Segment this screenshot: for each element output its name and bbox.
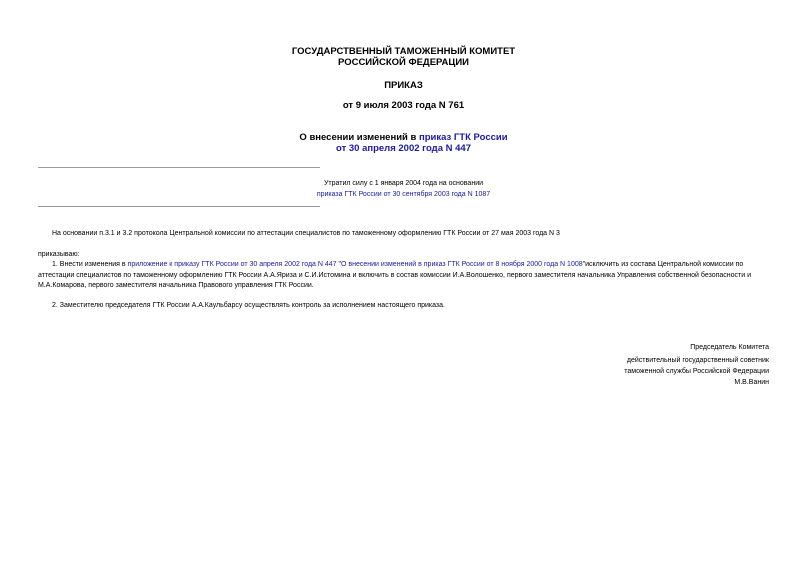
rule-bottom [38, 206, 320, 207]
rule-top [38, 167, 320, 168]
item-1-prefix: 1. Внести изменения в [52, 261, 128, 268]
title-link-date[interactable]: от 30 апреля 2002 года N 447 [336, 143, 471, 154]
item-2-paragraph: 2. Заместителю председателя ГТК России А.А.Каульбарсу осуществлять контроль за исполнением настоящего приказа. [52, 302, 445, 309]
item-1-paragraph [38, 260, 770, 292]
status-line: Утратил силу с 1 января 2004 года на основании [323, 180, 484, 187]
order-word: приказываю: [38, 251, 80, 258]
status-link[interactable]: приказа ГТК России от 30 сентября 2003 года N 1087 [316, 190, 491, 198]
signature-name: М.В.Ванин [734, 379, 769, 386]
doc-type: ПРИКАЗ [384, 80, 423, 91]
basis-paragraph: На основании п.3.1 и 3.2 протокола Центральной комиссии по аттестации специалистов по таможенному оформлению ГТК России от 27 мая 2003 года N 3 [52, 230, 560, 237]
status-note [0, 179, 807, 200]
org-line-2: РОССИЙСКОЙ ФЕДЕРАЦИИ [337, 57, 469, 68]
title-link-order[interactable]: приказ ГТК России [419, 132, 508, 143]
title-prefix: О внесении изменений в [299, 132, 420, 143]
signature-line-1: Председатель Комитета [690, 344, 769, 351]
signature-line-2: действительный государственный советник [626, 357, 769, 364]
doc-date: от 9 июля 2003 года N 761 [342, 100, 465, 111]
item-1-link-order[interactable]: О внесении изменений в приказ ГТК России от 8 ноября 2000 года N 1008 [340, 261, 583, 268]
signature-line-3: таможенной службы Российской Федерации [624, 368, 769, 375]
signature-block [624, 343, 769, 388]
org-line-1: ГОСУДАРСТВЕННЫЙ ТАМОЖЕННЫЙ КОМИТЕТ [291, 46, 516, 57]
item-1-mid: " [336, 261, 341, 268]
doc-title [0, 132, 807, 154]
org-header [0, 46, 807, 68]
item-1-link-appendix[interactable]: приложение к приказу ГТК России от 30 апреля 2002 года N 447 [127, 261, 337, 268]
item-1-rest: "исключить из состава Центральной комиссии по аттестации специалистов по таможенному оформлению ГТК России А.А.Яриза и С.И.Истомина и включить в состав комиссии И.А.Волошенко, первого заместителя начальника Управления собственной безопасности и М.А.Комарова, первого заместителя начальника Правового управления ГТК России. [38, 261, 752, 289]
